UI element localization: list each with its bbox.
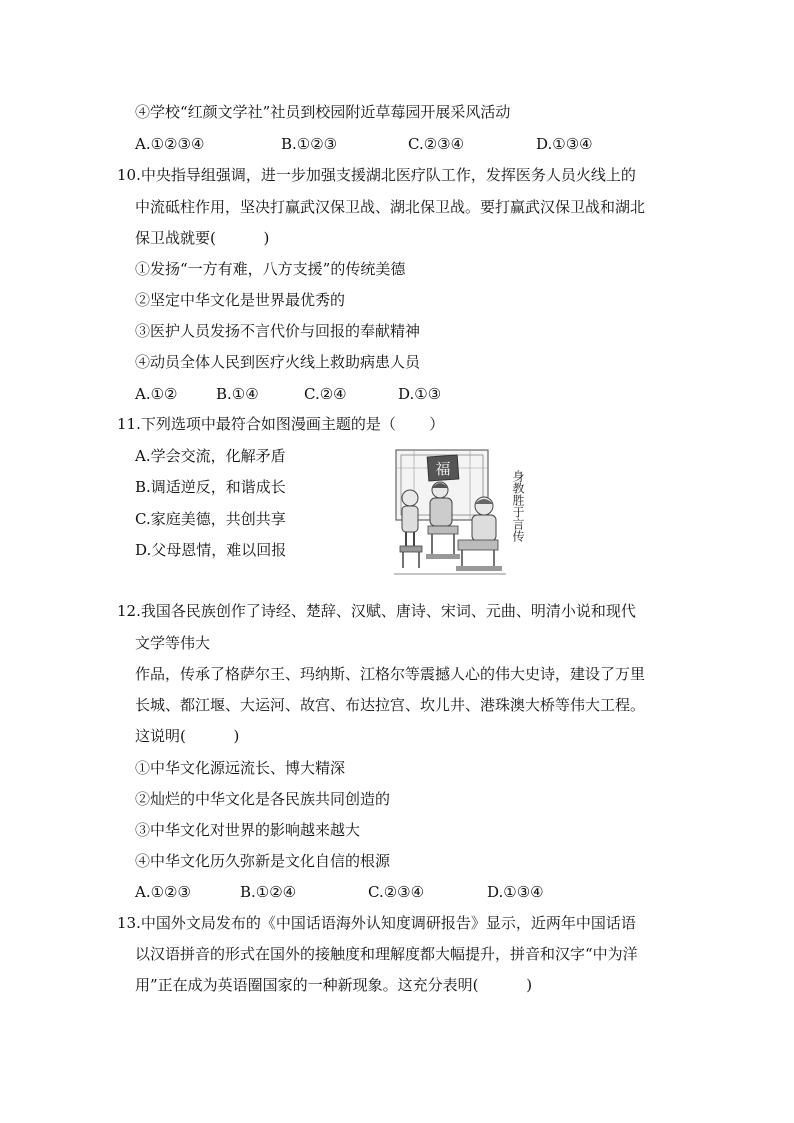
q10-option-b: B.①④ xyxy=(216,385,259,403)
q10-item-3: ③医护人员发扬不言代价与回报的奉献精神 xyxy=(135,322,421,340)
q12-option-d: D.①③④ xyxy=(487,883,544,901)
q9-item-4: ④学校“红颜文学社”社员到校园附近草莓园开展采风活动 xyxy=(135,103,511,121)
q11-option-b: B.调适逆反，和谐成长 xyxy=(135,478,286,496)
q11-option-c: C.家庭美德，共创共享 xyxy=(135,510,286,528)
q12-option-c: C.②③④ xyxy=(368,883,425,901)
q10-stem-line-3: 保卫战就要( ) xyxy=(135,229,270,247)
q10-stem-line-2: 中流砥柱作用，坚决打赢武汉保卫战、湖北保卫战。要打赢武汉保卫战和湖北 xyxy=(135,198,646,216)
q13-stem-line-1: 13.中国外文局发布的《中国话语海外认知度调研报告》显示，近两年中国话语 xyxy=(117,914,636,932)
q9-option-c: C.②③④ xyxy=(408,135,465,153)
q10-option-a: A.①② xyxy=(135,385,178,403)
q10-stem-line-1: 10.中央指导组强调，进一步加强支援湖北医疗队工作，发挥医务人员火线上的 xyxy=(117,166,636,184)
q9-option-b: B.①②③ xyxy=(281,135,338,153)
q12-stem-line-1: 12.我国各民族创作了诗经、楚辞、汉赋、唐诗、宋词、元曲、明清小说和现代 xyxy=(117,602,636,620)
cartoon-fu-char: 福 xyxy=(435,460,451,478)
q13-stem-line-3: 用”正在成为英语圈国家的一种新现象。这充分表明( ) xyxy=(135,976,533,994)
q13-stem-line-2: 以汉语拼音的形式在国外的接触度和理解度都大幅提升，拼音和汉字“中为洋 xyxy=(135,945,638,963)
q12-option-a: A.①②③ xyxy=(135,883,191,901)
q9-option-d: D.①③④ xyxy=(536,135,593,153)
q11-option-d: D.父母恩情，难以回报 xyxy=(135,541,287,559)
q9-option-a: A.①②③④ xyxy=(135,135,205,153)
q12-stem-line-4: 长城、都江堰、大运河、故宫、布达拉宫、坎儿井、港珠澳大桥等伟大工程。 xyxy=(135,696,646,714)
q12-item-3: ③中华文化对世界的影响越来越大 xyxy=(135,821,361,839)
q12-item-1: ①中华文化源远流长、博大精深 xyxy=(135,759,346,777)
q12-item-2: ②灿烂的中华文化是各民族共同创造的 xyxy=(135,790,391,808)
q11-option-a: A.学会交流，化解矛盾 xyxy=(135,447,286,465)
cartoon-caption: 身教胜于言传 xyxy=(511,470,525,542)
q10-option-d: D.①③ xyxy=(398,385,442,403)
q12-item-4: ④中华文化历久弥新是文化自信的根源 xyxy=(135,852,391,870)
q12-stem-line-3: 作品，传承了格萨尔王、玛纳斯、江格尔等震撼人心的伟大史诗，建设了万里 xyxy=(135,665,646,683)
q12-stem-line-2: 文学等伟大 xyxy=(135,634,211,652)
q10-item-1: ①发扬“一方有难，八方支援”的传统美德 xyxy=(135,260,406,278)
q12-option-b: B.①②④ xyxy=(240,883,297,901)
q10-option-c: C.②④ xyxy=(304,385,347,403)
q11-stem: 11.下列选项中最符合如图漫画主题的是（ ） xyxy=(117,415,445,433)
q10-item-2: ②坚定中华文化是世界最优秀的 xyxy=(135,291,346,309)
cartoon-child-head xyxy=(402,490,418,506)
q10-item-4: ④动员全体人民到医疗火线上救助病患人员 xyxy=(135,353,421,371)
q12-stem-line-5: 这说明( ) xyxy=(135,727,240,745)
